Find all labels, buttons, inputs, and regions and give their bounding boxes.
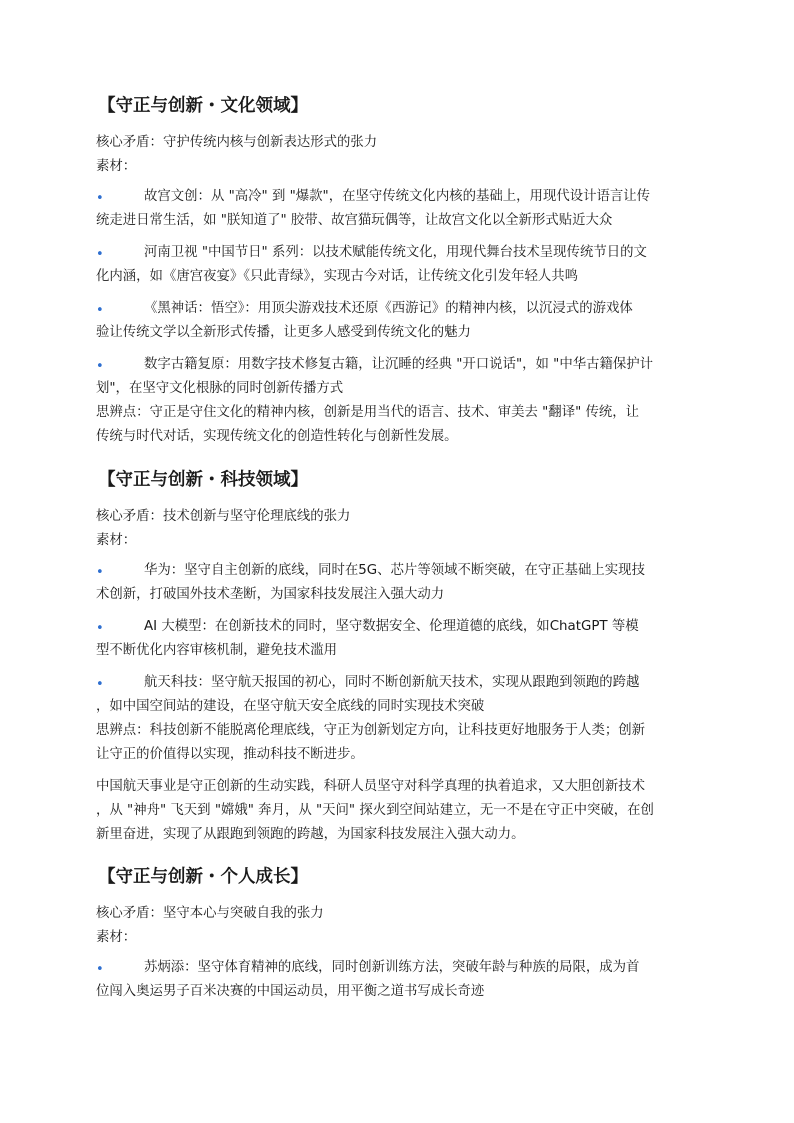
list-item-line: 验让传统文学以全新形式传播，让更多人感受到传统文化的魅力 [96,325,471,340]
list-item-line: 故宫文创：从 "高冷" 到 "爆款"，在坚守传统文化内核的基础上，用现代设计语言让传 [144,189,651,204]
section-title-personal-growth: 【守正与创新・个人成长】 [98,867,308,887]
bullet-icon: • [96,359,104,374]
aerospace-paragraph-line: 新里奋进，实现了从跟跑到领跑的跨越，为国家科技发展注入强大动力。 [96,827,525,842]
list-item-aerospace [96,671,698,719]
list-item-line: AI 大模型：在创新技术的同时，坚守数据安全、伦理道德的底线，如ChatGPT 等模 [144,619,639,634]
list-item-palace-museum [96,185,698,233]
analysis-culture-line: 思辨点：守正是守住文化的精神内核，创新是用当代的语言、技术、审美去 "翻译" 传统，让 [96,405,640,420]
materials-label-technology: 素材： [96,533,137,548]
materials-label-personal-growth: 素材： [96,930,137,945]
list-item-line: 华为：坚守自主创新的底线，同时在5G、芯片等领域不断突破，在守正基础上实现技 [144,563,645,578]
list-item-line: 化内涵，如《唐宫夜宴》《只此青绿》，实现古今对话，让传统文化引发年轻人共鸣 [96,269,579,284]
list-item-line: 位闯入奥运男子百米决赛的中国运动员，用平衡之道书写成长奇迹 [96,984,485,999]
section-title-technology: 【守正与创新・科技领域】 [98,470,308,490]
section-title-culture: 【守正与创新・文化领域】 [98,96,308,116]
core-conflict-technology: 核心矛盾：技术创新与坚守伦理底线的张力 [96,509,351,524]
list-item-line: 术创新，打破国外技术垄断，为国家科技发展注入强大动力 [96,587,445,602]
bullet-icon: • [96,962,104,977]
list-item-line: 苏炳添：坚守体育精神的底线，同时创新训练方法，突破年龄与种族的局限，成为首 [144,960,640,975]
aerospace-paragraph-line: ，从 "神舟" 飞天到 "嫦娥" 奔月，从 "天问" 探火到空间站建立，无一不是在守正中突破，在创 [96,803,654,818]
list-item-su-bingtian [96,956,698,1004]
analysis-culture-line: 传统与时代对话，实现传统文化的创造性转化与创新性发展。 [96,429,458,444]
materials-label-culture: 素材： [96,159,137,174]
aerospace-paragraph-line: 中国航天事业是守正创新的生动实践，科研人员坚守对科学真理的执着追求，又大胆创新技术 [96,779,646,794]
bullet-icon: • [96,565,104,580]
list-item-digital-books [96,353,698,401]
list-item-line: 统走进日常生活，如 "朕知道了" 胶带、故宫猫玩偶等，让故宫文化以全新形式贴近大众 [96,213,613,228]
list-item-line: 《黑神话：悟空》：用顶尖游戏技术还原《西游记》的精神内核，以沉浸式的游戏体 [144,301,633,316]
bullet-icon: • [96,621,104,636]
list-item-huawei [96,559,698,607]
list-item-line: 航天科技：坚守航天报国的初心，同时不断创新航天技术，实现从跟跑到领跑的跨越 [144,675,640,690]
bullet-icon: • [96,303,104,318]
list-item-line: 河南卫视 "中国节日" 系列：以技术赋能传统文化，用现代舞台技术呈现传统节日的文 [144,245,647,260]
analysis-technology-line: 思辨点：科技创新不能脱离伦理底线，守正为创新划定方向，让科技更好地服务于人类；创新 [96,723,646,738]
bullet-icon: • [96,191,104,206]
list-item-line: 数字古籍复原：用数字技术修复古籍，让沉睡的经典 "开口说话"，如 "中华古籍保护计 [144,357,654,372]
bullet-icon: • [96,247,104,262]
list-item-line: 划"，在坚守文化根脉的同时创新传播方式 [96,381,344,396]
core-conflict-personal-growth: 核心矛盾：坚守本心与突破自我的张力 [96,906,324,921]
list-item-henan-tv [96,241,698,289]
list-item-ai-models [96,615,698,663]
list-item-black-myth [96,297,698,345]
core-conflict-culture: 核心矛盾：守护传统内核与创新表达形式的张力 [96,135,378,150]
list-item-line: ，如中国空间站的建设，在坚守航天安全底线的同时实现技术突破 [96,699,485,714]
bullet-icon: • [96,677,104,692]
list-item-line: 型不断优化内容审核机制，避免技术滥用 [96,643,338,658]
analysis-technology-line: 让守正的价值得以实现，推动科技不断进步。 [96,747,364,762]
